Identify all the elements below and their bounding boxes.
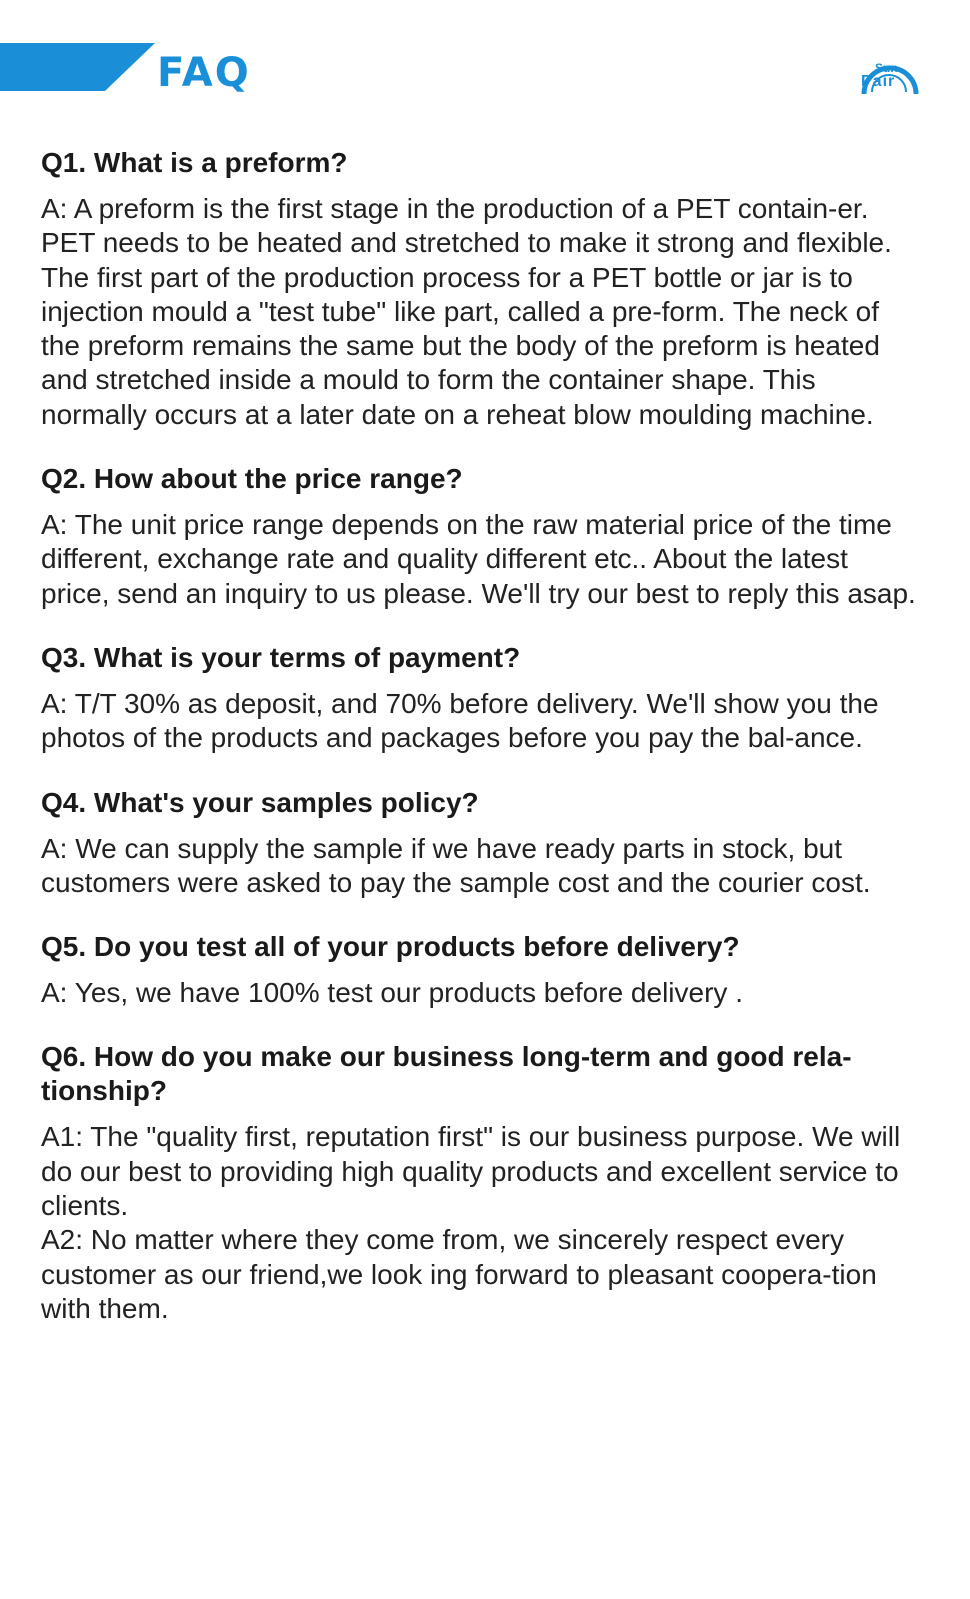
faq-item-3 — [41, 641, 921, 756]
faq-answer: A: Yes, we have 100% test our products before delivery . — [41, 977, 743, 1009]
page-header — [0, 0, 970, 110]
faq-question: Q1. What is a preform? — [41, 147, 348, 178]
logo-text-bottom: Pair — [861, 73, 896, 90]
faq-answer: A: T/T 30% as deposit, and 70% before delivery. We'll show you the photos of the products and packages before you pay the bal-ance. — [41, 687, 879, 754]
faq-answer: A1: The "quality first, reputation first" is our business purpose. We will do our best to providing high quality products and excellent service to clients. — [41, 1121, 901, 1222]
faq-answer: A2: No matter where they come from, we sincerely respect every customer as our friend,we look ing forward to pleasant coopera-tion with them. — [41, 1224, 877, 1324]
faq-question: Q4. What's your samples policy? — [41, 786, 479, 818]
faq-item-4 — [41, 786, 921, 901]
faq-answer: A: The unit price range depends on the raw material price of the time different, exchange rate and quality different etc.. About the latest price, send an inquiry to us please. We'll try our best to reply this asap. — [41, 509, 916, 609]
faq-question: Q3. What is your terms of payment? — [41, 641, 521, 673]
faq-item-1 — [41, 146, 921, 432]
faq-item-5 — [41, 930, 921, 1010]
faq-item-6 — [41, 1040, 921, 1326]
faq-question: Q6. How do you make our business long-term and good rela-tionship? — [41, 1041, 852, 1107]
logo-text-top: Sun — [875, 61, 898, 75]
page-title: FAQ — [157, 50, 251, 96]
faq-list — [41, 146, 921, 1356]
faq-question: Q5. Do you test all of your products before delivery? — [41, 931, 740, 963]
header-banner-shape — [0, 43, 160, 93]
faq-item-2 — [41, 462, 921, 611]
faq-question: Q2. How about the price range? — [41, 463, 463, 495]
sunpair-logo — [858, 42, 920, 98]
faq-answer: A: A preform is the first stage in the production of a PET contain-er. PET needs to be heated and stretched to make it strong and flexible. The first part of the production process for a PET bottle or jar is to injection mould a "test tube" like part, called a pre-form. The neck of the preform remains the same but the body of the preform is heated and stretched inside a mould to form the container shape. This normally occurs at a later date on a reheat blow moulding machine. — [41, 193, 892, 430]
faq-answer: A: We can supply the sample if we have ready parts in stock, but customers were asked to pay the sample cost and the courier cost. — [41, 832, 871, 898]
